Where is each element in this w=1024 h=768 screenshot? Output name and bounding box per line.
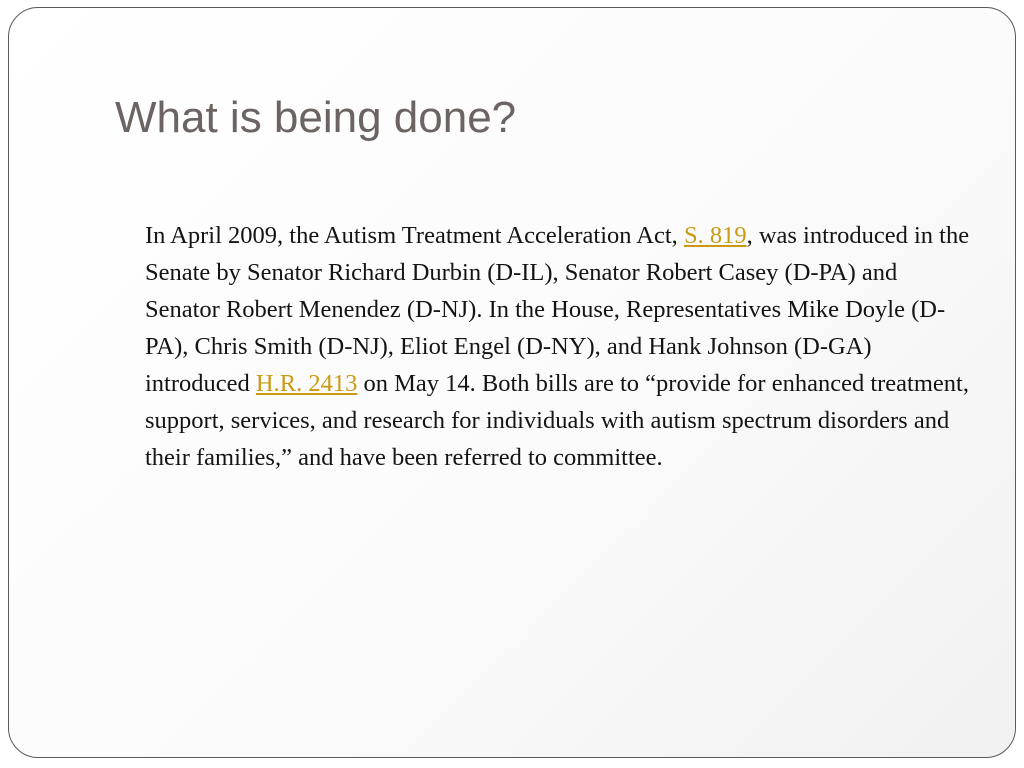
body-paragraph xyxy=(145,217,975,476)
slide-title: What is being done? xyxy=(115,93,517,142)
paragraph-text-2: , was introduced in the Senate by Senator Richard Durbin (D-IL), Senator Robert Casey (D-PA) and Senator Robert Menendez (D-NJ). In the House, Representatives Mike Doyle (D-PA), Chris Smith (D-NJ), Eliot Engel (D-NY), and Hank Johnson (D-GA) introduced xyxy=(145,222,970,397)
link-hr-2413[interactable]: H.R. 2413 xyxy=(255,370,358,397)
paragraph-text-3: on May 14. Both bills are to “provide for enhanced treatment, support, services, and research for individuals with autism spectrum disorders and their families,” and have been referred to committee. xyxy=(145,370,969,471)
slide-frame xyxy=(8,7,1016,758)
link-s-819[interactable]: S. 819 xyxy=(683,222,747,249)
paragraph-text-1: In April 2009, the Autism Treatment Acceleration Act, xyxy=(145,222,684,249)
